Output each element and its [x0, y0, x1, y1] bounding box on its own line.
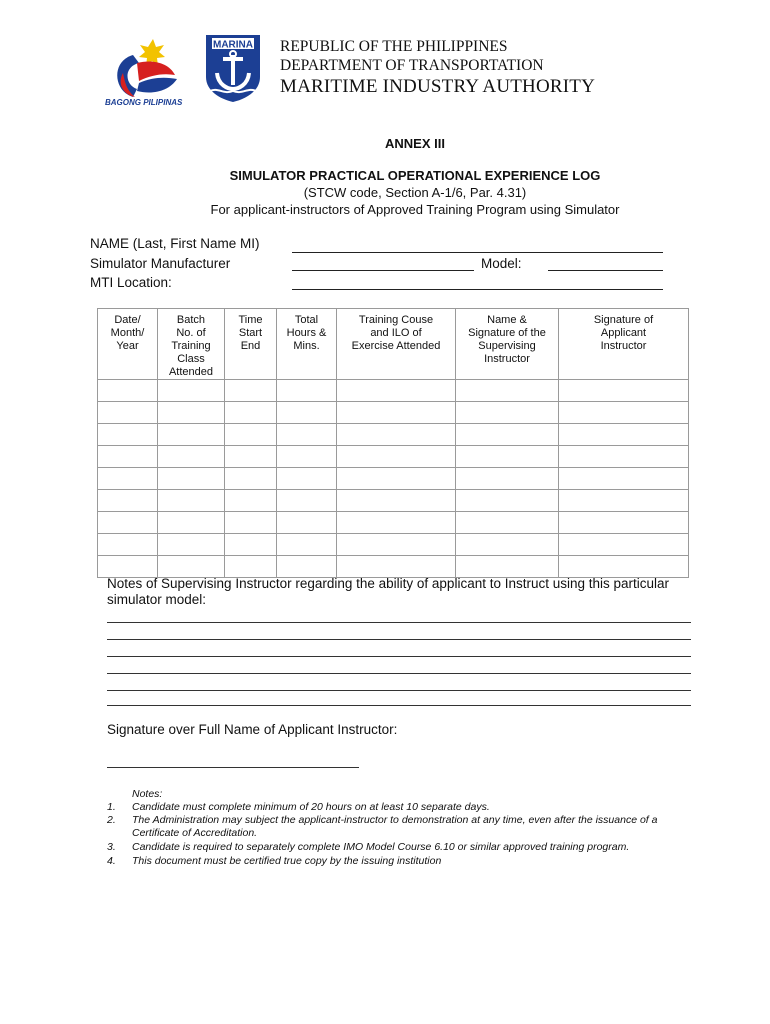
- table-cell[interactable]: [277, 424, 337, 446]
- table-cell[interactable]: [225, 534, 277, 556]
- table-row: [98, 380, 689, 402]
- table-cell[interactable]: [559, 424, 689, 446]
- table-cell[interactable]: [98, 512, 158, 534]
- table-cell[interactable]: [559, 468, 689, 490]
- model-field[interactable]: [548, 270, 663, 271]
- table-cell[interactable]: [277, 402, 337, 424]
- table-row: [98, 402, 689, 424]
- note-text: The Administration may subject the applicant-instructor to demonstration at any time, even after the issuance of a: [132, 814, 658, 826]
- note-number: 1.: [107, 801, 116, 813]
- table-cell[interactable]: [559, 380, 689, 402]
- table-cell[interactable]: [337, 490, 456, 512]
- location-field[interactable]: [292, 289, 663, 290]
- table-cell[interactable]: [456, 402, 559, 424]
- col-header-total-hours: Total Hours & Mins.: [277, 309, 337, 380]
- supervisor-notes-line[interactable]: [107, 656, 691, 657]
- table-cell[interactable]: [277, 380, 337, 402]
- table-cell[interactable]: [277, 512, 337, 534]
- table-cell[interactable]: [337, 534, 456, 556]
- col-header-date: Date/ Month/ Year: [98, 309, 158, 380]
- supervisor-notes-line[interactable]: [107, 622, 691, 623]
- table-cell[interactable]: [337, 446, 456, 468]
- table-cell[interactable]: [98, 468, 158, 490]
- note-text: Certificate of Accreditation.: [132, 827, 258, 839]
- col-header-training-course: Training Couse and ILO of Exercise Attended: [337, 309, 456, 380]
- table-cell[interactable]: [158, 402, 225, 424]
- table-cell[interactable]: [225, 380, 277, 402]
- table-row: [98, 556, 689, 578]
- table-cell[interactable]: [559, 556, 689, 578]
- table-cell[interactable]: [158, 490, 225, 512]
- table-row: [98, 446, 689, 468]
- note-item: [107, 841, 727, 855]
- table-cell[interactable]: [225, 556, 277, 578]
- note-number: 3.: [107, 841, 116, 853]
- marina-caption: MARINA: [213, 39, 253, 51]
- table-cell[interactable]: [559, 402, 689, 424]
- table-cell[interactable]: [98, 556, 158, 578]
- table-row: [98, 534, 689, 556]
- table-cell[interactable]: [225, 446, 277, 468]
- signature-label: Signature over Full Name of Applicant Instructor:: [107, 722, 398, 737]
- table-cell[interactable]: [158, 468, 225, 490]
- location-label: MTI Location:: [90, 275, 172, 290]
- table-cell[interactable]: [277, 468, 337, 490]
- name-field[interactable]: [292, 252, 663, 253]
- table-cell[interactable]: [337, 556, 456, 578]
- table-cell[interactable]: [337, 468, 456, 490]
- supervisor-notes-label: Notes of Supervising Instructor regarding the ability of applicant to Instruct using this particular simulator model:: [107, 576, 670, 607]
- supervisor-notes-line[interactable]: [107, 690, 691, 691]
- supervisor-notes-line[interactable]: [107, 673, 691, 674]
- table-row: [98, 512, 689, 534]
- table-cell[interactable]: [158, 556, 225, 578]
- table-cell[interactable]: [225, 468, 277, 490]
- table-cell[interactable]: [98, 490, 158, 512]
- document-subtitle-stcw: (STCW code, Section A-1/6, Par. 4.31): [303, 185, 527, 200]
- header-line-authority: MARITIME INDUSTRY AUTHORITY: [280, 76, 596, 97]
- table-cell[interactable]: [456, 534, 559, 556]
- table-cell[interactable]: [559, 534, 689, 556]
- table-cell[interactable]: [277, 446, 337, 468]
- table-row: [98, 468, 689, 490]
- col-header-applicant-signature: Signature of Applicant Instructor: [559, 309, 689, 380]
- table-header-row: [98, 309, 689, 380]
- document-title: SIMULATOR PRACTICAL OPERATIONAL EXPERIENCE LOG: [229, 168, 601, 183]
- note-item: [107, 855, 727, 869]
- note-text: Candidate must complete minimum of 20 hours on at least 10 separate days.: [132, 801, 490, 813]
- table-cell[interactable]: [158, 424, 225, 446]
- table-cell[interactable]: [277, 490, 337, 512]
- name-label: NAME (Last, First Name MI): [90, 236, 260, 251]
- supervisor-notes-line[interactable]: [107, 705, 691, 706]
- table-cell[interactable]: [456, 380, 559, 402]
- col-header-batch: Batch No. of Training Class Attended: [158, 309, 225, 380]
- table-cell[interactable]: [225, 512, 277, 534]
- bagong-pilipinas-caption: BAGONG PILIPINAS: [105, 98, 183, 107]
- col-header-supervisor: Name & Signature of the Supervising Instructor: [456, 309, 559, 380]
- table-cell[interactable]: [98, 534, 158, 556]
- table-row: [98, 490, 689, 512]
- table-cell[interactable]: [337, 402, 456, 424]
- manufacturer-field[interactable]: [292, 270, 474, 271]
- manufacturer-label: Simulator Manufacturer: [90, 256, 231, 271]
- table-cell[interactable]: [98, 424, 158, 446]
- table-cell[interactable]: [337, 512, 456, 534]
- table-cell[interactable]: [559, 512, 689, 534]
- table-row: [98, 424, 689, 446]
- table-cell[interactable]: [277, 556, 337, 578]
- table-cell[interactable]: [456, 490, 559, 512]
- table-cell[interactable]: [456, 512, 559, 534]
- table-cell[interactable]: [337, 380, 456, 402]
- model-label: Model:: [481, 256, 522, 271]
- table-cell[interactable]: [456, 468, 559, 490]
- note-item: [107, 801, 727, 815]
- table-cell[interactable]: [225, 402, 277, 424]
- header-line-republic: REPUBLIC OF THE PHILIPPINES: [280, 38, 508, 55]
- signature-field[interactable]: [107, 767, 359, 768]
- table-cell[interactable]: [98, 402, 158, 424]
- table-cell[interactable]: [337, 424, 456, 446]
- header-line-department: DEPARTMENT OF TRANSPORTATION: [280, 57, 544, 74]
- table-cell[interactable]: [98, 380, 158, 402]
- note-number: 4.: [107, 855, 116, 867]
- table-cell[interactable]: [98, 446, 158, 468]
- notes-title: Notes:: [132, 788, 163, 800]
- table-cell[interactable]: [158, 512, 225, 534]
- note-text: This document must be certified true copy by the issuing institution: [132, 855, 442, 867]
- table-cell[interactable]: [225, 490, 277, 512]
- bagong-pilipinas-logo: [103, 33, 203, 109]
- note-text: Candidate is required to separately complete IMO Model Course 6.10 or similar approved training program.: [132, 841, 630, 853]
- supervisor-notes-line[interactable]: [107, 639, 691, 640]
- marina-logo: [204, 33, 262, 103]
- experience-log-table: [97, 308, 689, 578]
- table-cell[interactable]: [158, 446, 225, 468]
- col-header-time: Time Start End: [225, 309, 277, 380]
- table-cell[interactable]: [559, 490, 689, 512]
- table-cell[interactable]: [456, 446, 559, 468]
- annex-label: ANNEX III: [385, 136, 445, 151]
- table-cell[interactable]: [456, 556, 559, 578]
- table-cell[interactable]: [277, 534, 337, 556]
- table-cell[interactable]: [225, 424, 277, 446]
- note-item: [107, 827, 727, 841]
- table-cell[interactable]: [158, 534, 225, 556]
- note-number: 2.: [107, 814, 116, 826]
- table-cell[interactable]: [158, 380, 225, 402]
- table-cell[interactable]: [456, 424, 559, 446]
- note-item: [107, 814, 727, 828]
- document-subtitle-applicants: For applicant-instructors of Approved Training Program using Simulator: [210, 202, 620, 217]
- table-cell[interactable]: [559, 446, 689, 468]
